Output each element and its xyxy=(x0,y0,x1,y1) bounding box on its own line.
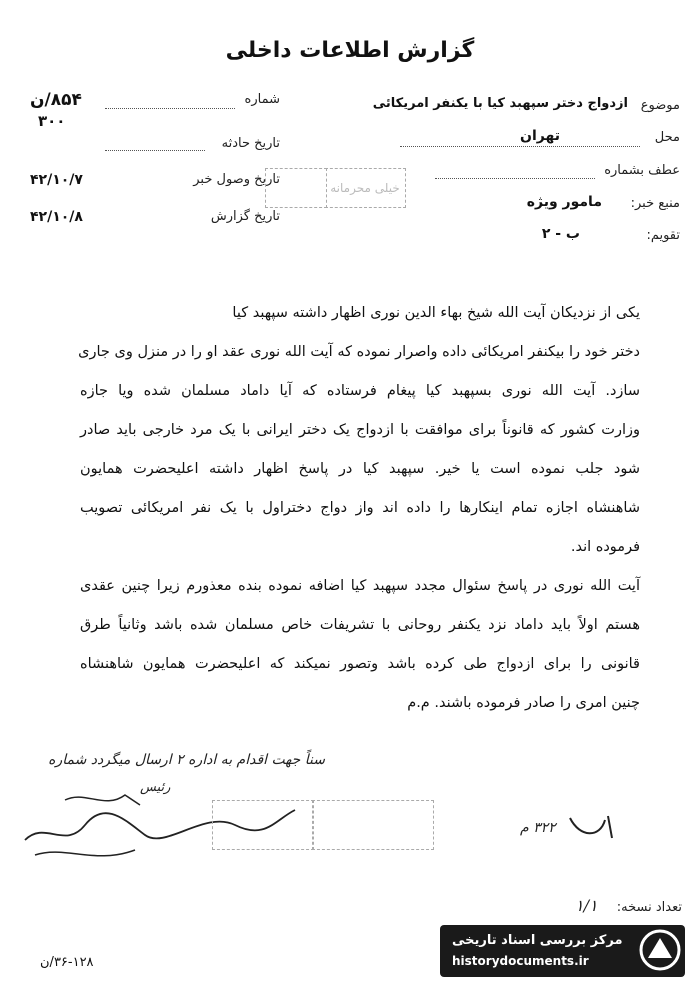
ref-label: عطف بشماره xyxy=(604,163,680,178)
ref-dots xyxy=(435,178,595,179)
body-line-5: شود جلب نموده است یا خیر. سپهبد کیا در پاسخ اظهار داشته اعلیحضرت همایون xyxy=(80,461,640,477)
faint-stamp-left xyxy=(212,800,314,850)
body-line-11: چنین امری را صادر فرموده باشند. م.م xyxy=(407,695,640,711)
page-title: گزارش اطلاعات داخلی xyxy=(225,38,475,63)
body-line-6: شاهنشاه اجازه تمام اینکارها را داده اند واز دواج دختراول با یک نفر امریکائی تصویب xyxy=(80,500,640,516)
place-label: محل xyxy=(654,130,680,145)
watermark-url: historydocuments.ir xyxy=(452,954,589,968)
assessment-label: تقویم: xyxy=(646,228,680,243)
confidential-stamp-text: خیلی محرمانه xyxy=(325,168,406,208)
body-line-4: وزارت کشور که قانوناً برای موافقت با ازدواج یک دختر ایرانی با یک مرد خارجی باید صادر xyxy=(80,422,640,438)
report-body xyxy=(0,305,700,725)
body-line-8: آیت الله نوری در پاسخ سئوال مجدد سپهبد کیا اضافه نموده بنده معذورم زیرا چنین عقدی xyxy=(80,578,640,594)
watermark-title: مرکز بررسی اسناد تاریخی xyxy=(452,933,623,948)
subject-value: ازدواج دختر سپهبد کیا با یکنفر امریکائی xyxy=(372,96,628,111)
body-line-7: فرموده اند. xyxy=(570,539,640,555)
right-meta xyxy=(340,88,680,248)
receipt-date-value: ۴۲/۱۰/۷ xyxy=(30,172,83,188)
body-line-10: قانونی را برای ازدواج طی کرده باشد وتصور نمیکند که اعلیحضرت همایون شاهنشاه xyxy=(80,656,640,672)
confidential-stamp xyxy=(265,168,327,208)
receipt-date-label: تاریخ وصول خبر xyxy=(193,172,280,187)
number-dots xyxy=(105,108,235,109)
place-dots xyxy=(400,146,640,147)
handwritten-referral-note: سناً جهت اقدام به اداره ۲ ارسال میگردد شماره xyxy=(48,752,325,768)
body-line-3: سازد. آیت الله نوری بسپهبد کیا پیغام فرستاده که آیا داماد مسلمان شده ویا جازه xyxy=(80,383,640,399)
body-line-2: دختر خود را بیکنفر امریکائی داده واصرار نموده که آیت الله نوری عقد او را در منزل وی جاری xyxy=(78,344,640,360)
handwritten-referral-number: ۳۲۲ م xyxy=(520,820,556,836)
source-label: منبع خبر: xyxy=(630,196,680,211)
subject-label: موضوع xyxy=(640,98,680,113)
source-value: مامور ویژه xyxy=(526,194,602,210)
body-line-1: یکی از نزدیکان آیت الله شیخ بهاء الدین نوری اظهار داشته سپهبد کیا xyxy=(232,305,640,321)
assessment-value: ب - ۲ xyxy=(541,226,580,242)
event-date-label: تاریخ حادثه xyxy=(221,136,280,151)
left-meta xyxy=(30,88,280,238)
body-line-9: هستم اولاً باید داماد نزد یکنفر روحانی با تشریفات خاص مسلمان شده باشد وثانیاً طرق xyxy=(80,617,640,633)
number-label: شماره xyxy=(244,92,280,107)
number-value: ۸۵۴/ن xyxy=(30,90,82,110)
faint-stamp-right xyxy=(312,800,434,850)
number-sub: ۳۰۰ xyxy=(38,112,66,130)
watermark-logo xyxy=(638,928,682,972)
copies-value: ۱/۱ xyxy=(575,896,598,915)
page-code: ۳۶-۱۲۸/ن xyxy=(40,955,94,970)
report-date-label: تاریخ گزارش xyxy=(210,209,280,224)
signature-label: رئیس xyxy=(140,780,171,795)
event-date-dots xyxy=(105,150,205,151)
report-date-value: ۴۲/۱۰/۸ xyxy=(30,209,83,225)
handwritten-initials xyxy=(560,808,620,848)
copies-label: تعداد نسخه: xyxy=(616,900,682,915)
place-value: تهران xyxy=(520,128,560,144)
